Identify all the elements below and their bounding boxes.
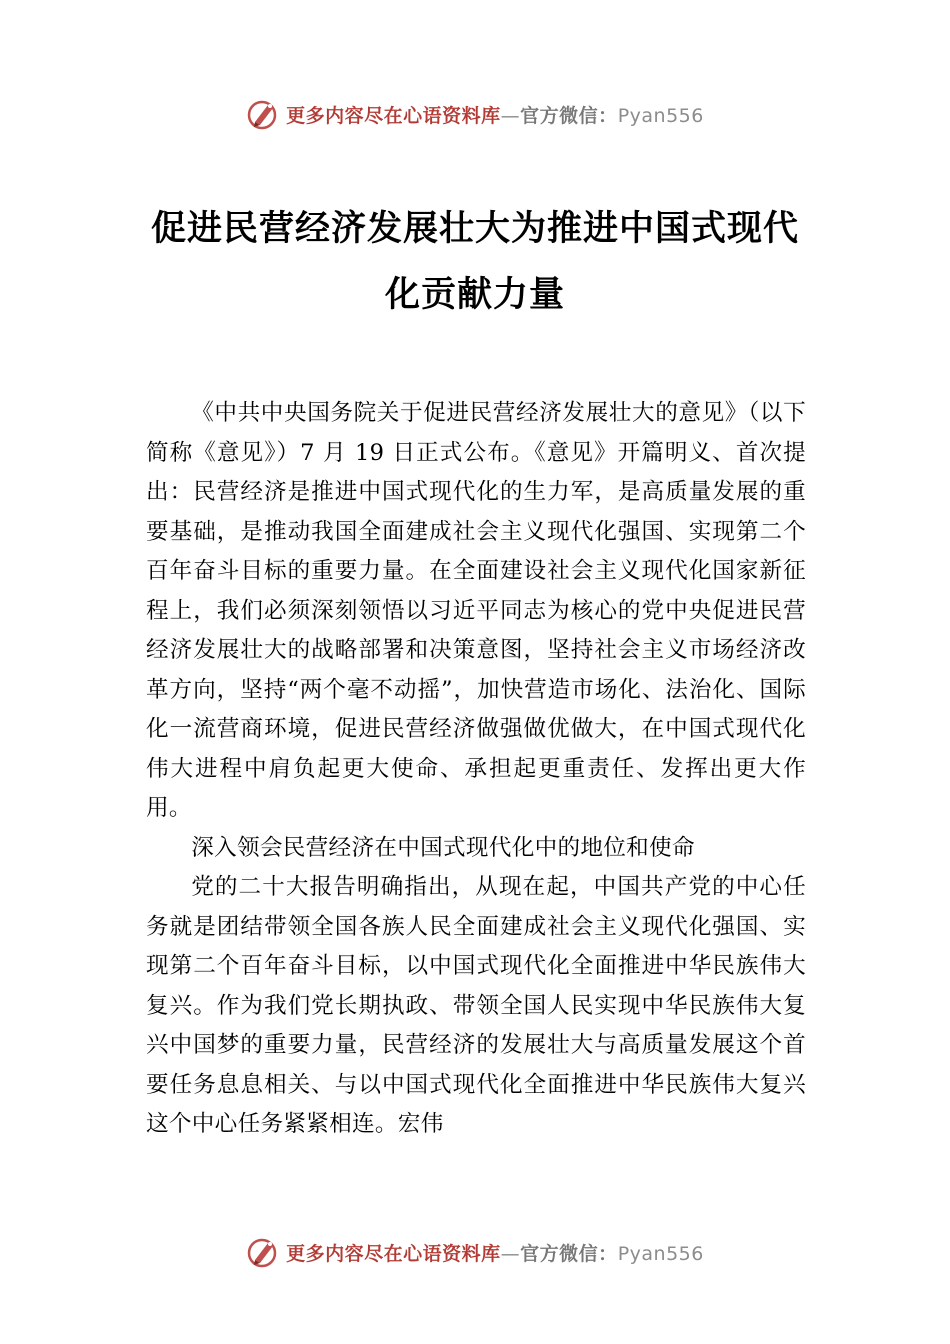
watermark-id: Pyan556 [617,104,704,127]
watermark-label: 官方微信： [520,104,618,127]
pen-logo-icon [246,97,280,131]
document-body [146,394,806,1145]
watermark-text [286,1239,704,1266]
watermark-label: 官方微信： [520,1242,618,1265]
footer-watermark [0,1232,950,1272]
title-line-1: 促进民营经济发展壮大为推进中国式现代 [150,209,799,249]
section-heading: 深入领会民营经济在中国式现代化中的地位和使命 [191,834,695,861]
pen-logo-icon [246,1235,280,1269]
document-title [120,196,830,328]
watermark-text [286,101,704,128]
watermark-id: Pyan556 [617,1242,704,1265]
paragraph: 《中共中央国务院关于促进民营经济发展壮大的意见》（以下简称《意见》）7 月 19 日正式公布。《意见》开篇明义、首次提出：民营经济是推进中国式现代化的生力军，是高质量发展的重要基础，是推动我国全面建成社会主义现代化强国、实现第二个百年奋斗目标的重要力量。在全面建设社会主义现代化国家新征程上，我们必须深刻领悟以习近平同志为核心的党中央促进民营经济发展壮大的战略部署和决策意图，坚持社会主义市场经济改革方向，坚持“两个毫不动摇”，加快营造市场化、法治化、国际化一流营商环境，促进民营经济做强做优做大，在中国式现代化伟大进程中肩负起更大使命、承担起更重责任、发挥出更大作用。 [146,400,806,821]
header-watermark [0,94,950,134]
watermark-separator: — [500,104,521,127]
watermark-separator: — [500,1242,521,1265]
title-line-2: 化贡献力量 [384,275,565,315]
paragraph: 党的二十大报告明确指出，从现在起，中国共产党的中心任务就是团结带领全国各族人民全面建成社会主义现代化强国、实现第二个百年奋斗目标，以中国式现代化全面推进中华民族伟大复兴。作为我们党长期执政、带领全国人民实现中华民族伟大复兴中国梦的重要力量，民营经济的发展壮大与高质量发展这个首要任务息息相关、与以中国式现代化全面推进中华民族伟大复兴这个中心任务紧紧相连。宏伟 [146,874,806,1137]
watermark-brand: 更多内容尽在心语资料库 [286,1242,501,1265]
watermark-brand: 更多内容尽在心语资料库 [286,104,501,127]
